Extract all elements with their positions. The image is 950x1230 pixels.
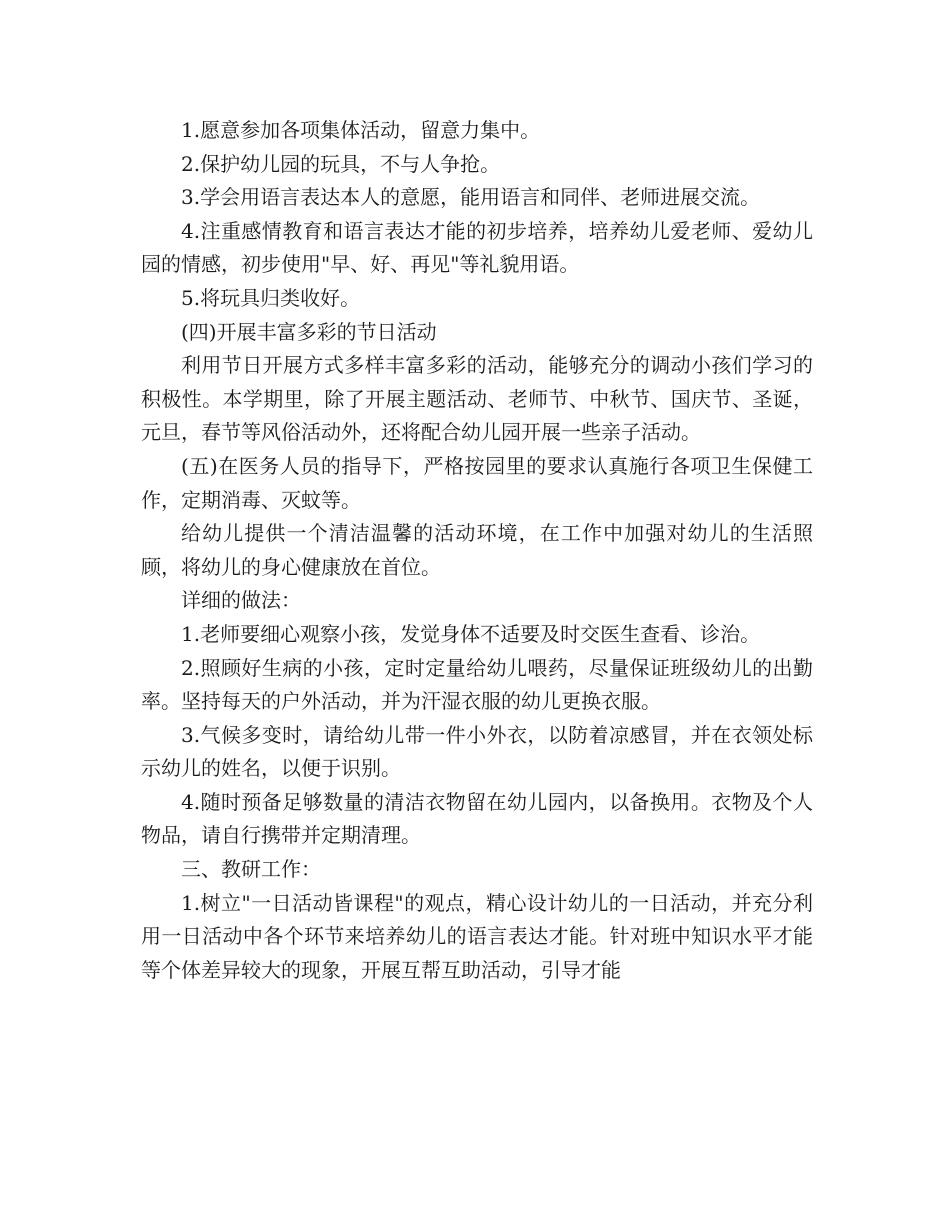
paragraph: 详细的做法： [181,588,301,613]
paragraph: 4.随时预备足够数量的清洁衣物留在幼儿园内，以备换用。衣物及个人物品，请自行携带并定期清理。 [141,789,813,848]
paragraph: 1.树立"一日活动皆课程"的观点，精心设计幼儿的一日活动，并充分利用一日活动中各个环节来培养幼儿的语言表达才能。针对班中知识水平才能等个体差异较大的现象，开展互帮互助活动，引导才能 [141,890,813,982]
section-heading: (五)在医务人员的指导下，严格按园里的要求认真施行各项卫生保健工作，定期消毒、灭蚊等。 [141,453,813,512]
paragraph: 3.学会用语言表达本人的意愿，能用语言和同伴、老师进展交流。 [181,185,761,210]
paragraph: 1.老师要细心观察小孩，发觉身体不适要及时交医生查看、诊治。 [181,621,761,646]
paragraph: 给幼儿提供一个清洁温馨的活动环境，在工作中加强对幼儿的生活照顾，将幼儿的身心健康放在首位。 [141,521,813,579]
paragraph: 2.照顾好生病的小孩，定时定量给幼儿喂药，尽量保证班级幼儿的出勤率。坚持每天的户外活动，并为汗湿衣服的幼儿更换衣服。 [141,655,813,714]
document-body [141,114,813,987]
paragraph: 4.注重感情教育和语言表达才能的初步培养，培养幼儿爱老师、爱幼儿园的情感，初步使用"早、好、再见"等礼貌用语。 [141,218,813,277]
paragraph: 1.愿意参加各项集体活动，留意力集中。 [181,118,541,142]
section-heading: (四)开展丰富多彩的节日活动 [181,319,437,344]
paragraph: 利用节日开展方式多样丰富多彩的活动，能够充分的调动小孩们学习的积极性。本学期里，除了开展主题活动、老师节、中秋节、国庆节、圣诞，元旦，春节等风俗活动外，还将配合幼儿园开展一些亲子活动。 [141,353,813,445]
paragraph: 2.保护幼儿园的玩具，不与人争抢。 [181,151,501,176]
paragraph: 3.气候多变时，请给幼儿带一件小外衣，以防着凉感冒，并在衣领处标示幼儿的姓名，以便于识别。 [141,722,813,781]
paragraph: 5.将玩具归类收好。 [181,285,361,310]
section-heading: 三、教研工作： [181,857,321,882]
